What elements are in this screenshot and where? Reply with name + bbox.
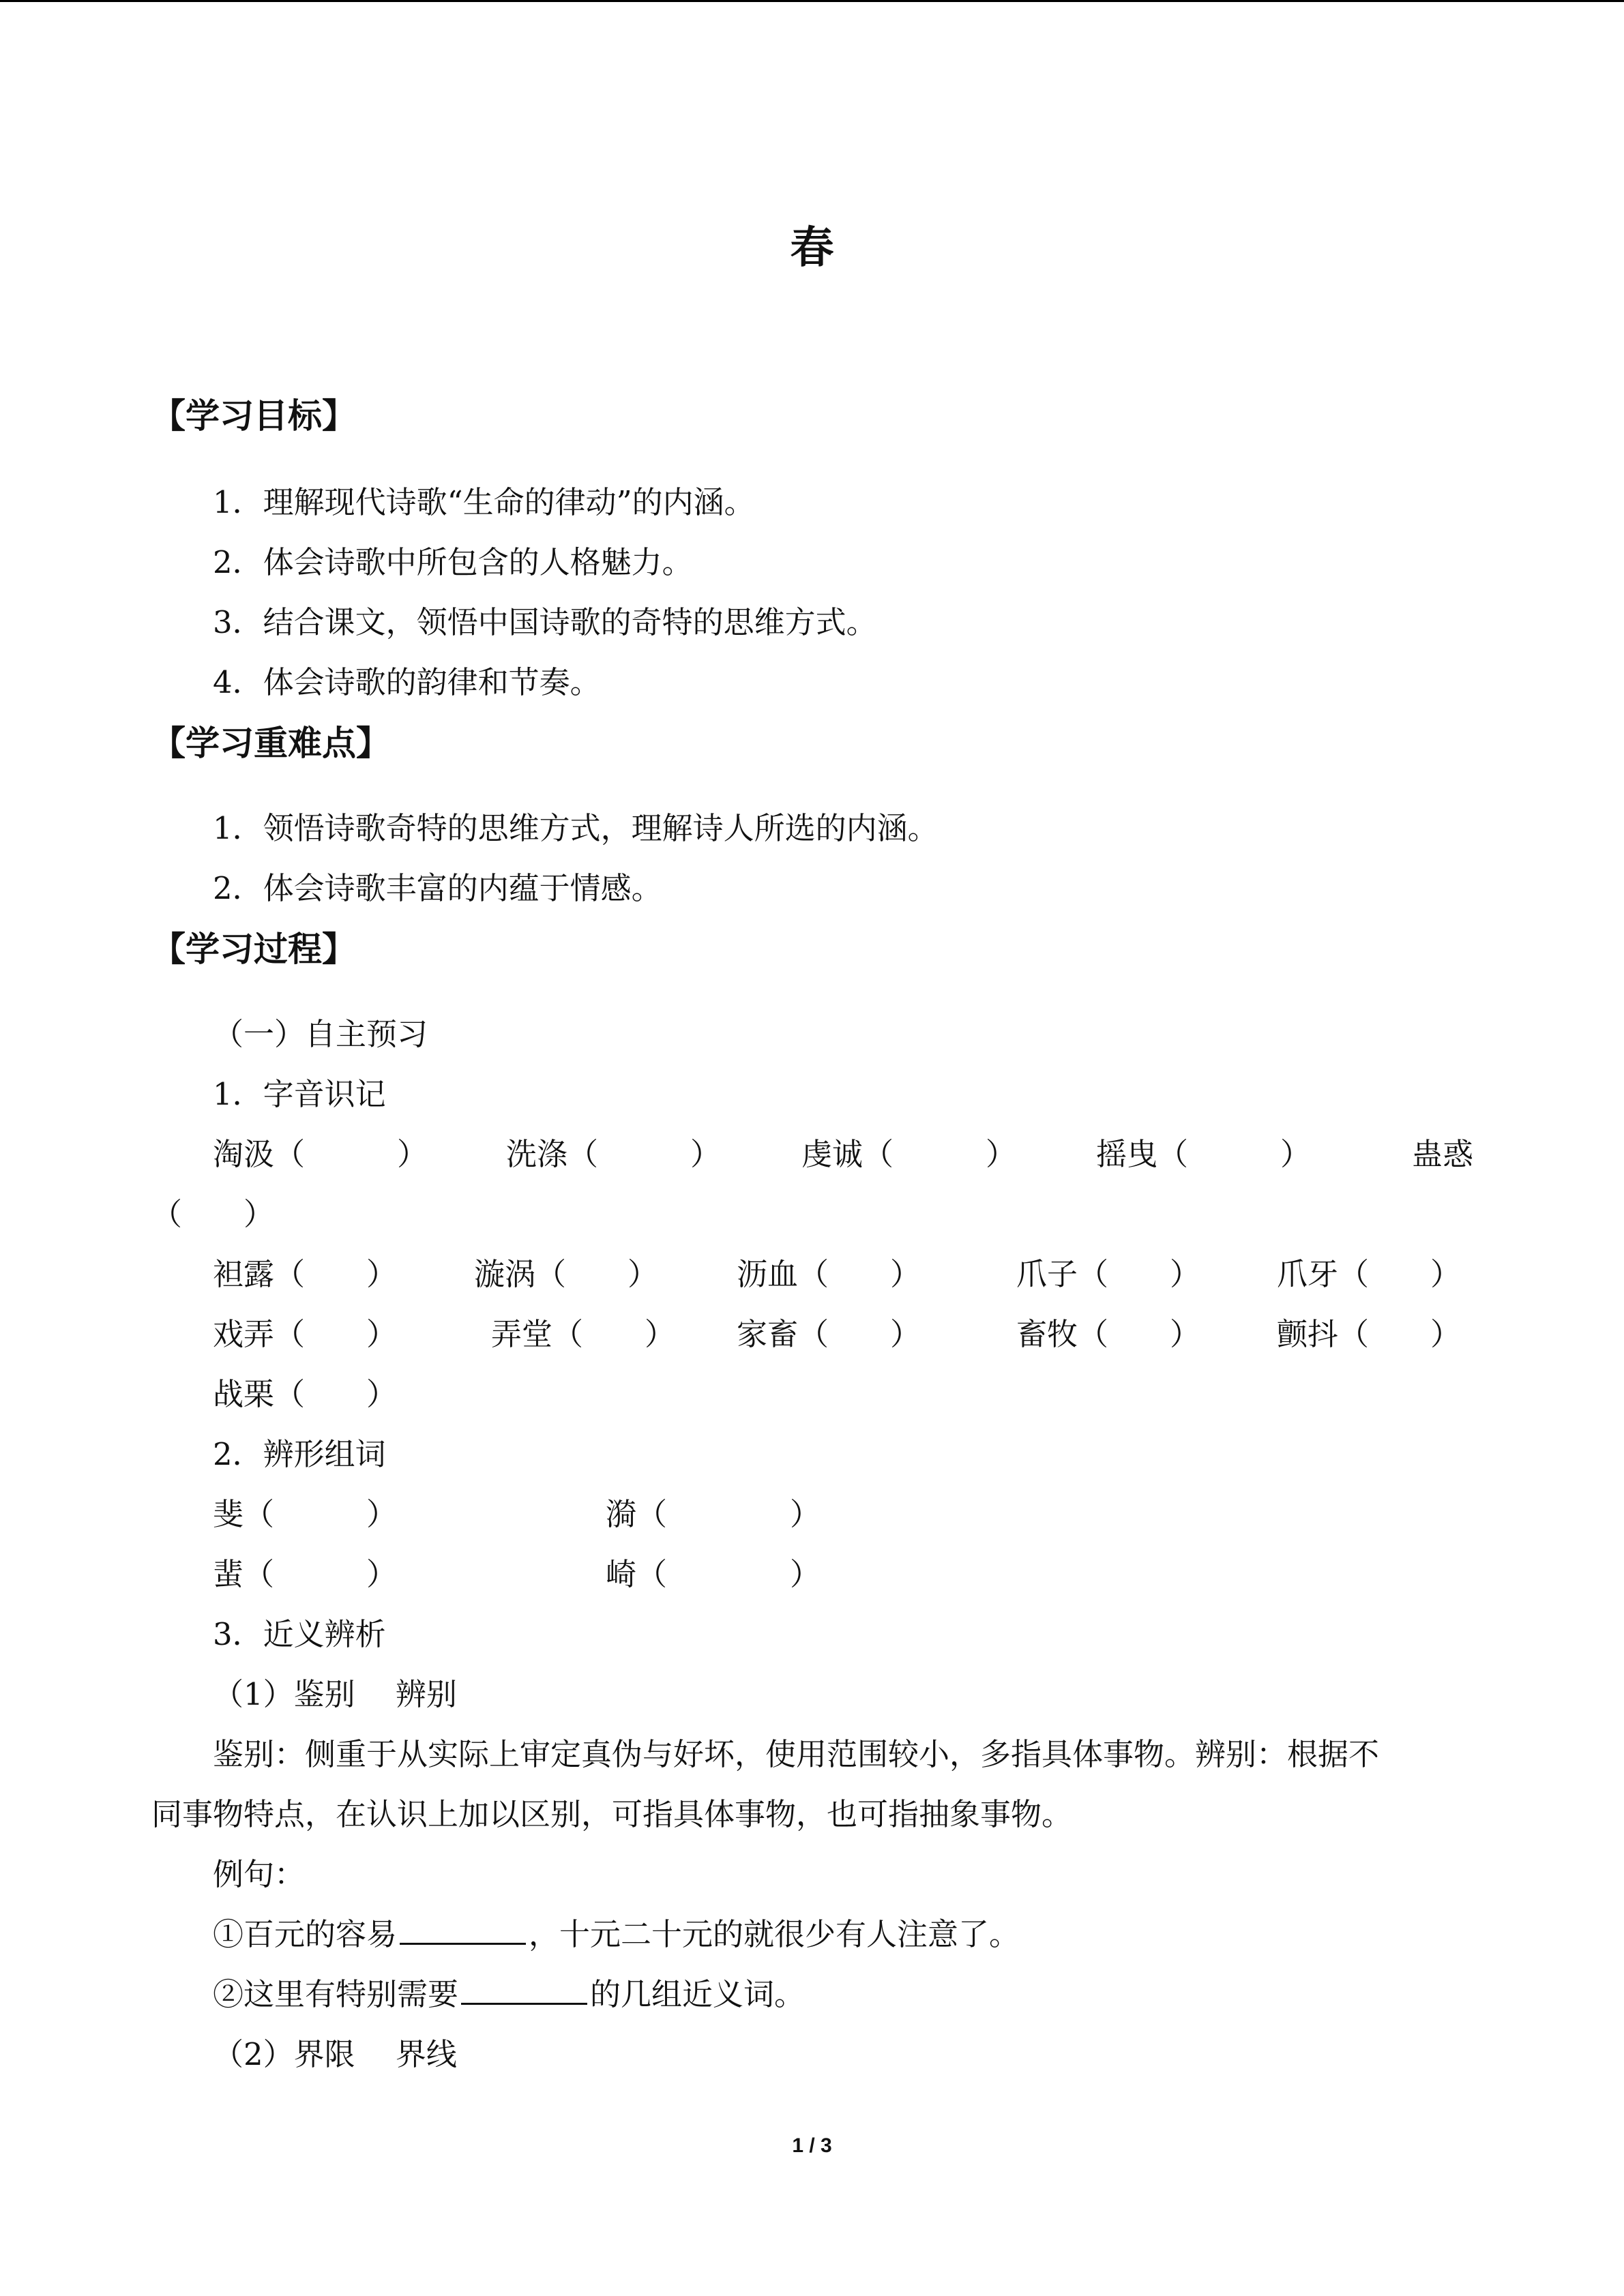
goal-item-2: 2．体会诗歌中所包含的人格魅力。 [213,544,693,580]
q1-row2-item-1: 袒露（ ） [213,1256,398,1292]
q1-row3-item-1: 戏弄（ ） [213,1316,398,1352]
key-point-item-2: 2．体会诗歌丰富的内蕴于情感。 [213,870,662,906]
q1-row3-item-3: 家畜（ ） [737,1316,921,1352]
q2-row2-item-2: 崎（ ） [606,1556,821,1592]
q1-row2-item-5: 爪牙（ ） [1277,1256,1462,1292]
key-point-item-1: 1．领悟诗歌奇特的思维方式，理解诗人所选的内涵。 [213,810,939,846]
q1-row1-item-3: 虔诚（ ） [801,1136,1017,1172]
page-title: 春 [790,222,834,273]
answer-blank-1[interactable] [400,1915,526,1945]
q3-example-2 [213,1969,805,2014]
q3-explain-line-2: 同事物特点，在认识上加以区别，可指具体事物，也可指抽象事物。 [151,1796,1073,1832]
goal-item-4: 4．体会诗歌的韵律和节奏。 [213,664,601,700]
section-heading-goals: 【学习目标】 [151,396,356,436]
page-number: 1 / 3 [792,2134,832,2157]
q2-row2-item-1: 蜚（ ） [213,1556,398,1592]
q1-row2-item-2: 漩涡（ ） [474,1256,659,1292]
q3-pair-1: （1）鉴别 辨别 [213,1676,457,1712]
goal-item-1: 1．理解现代诗歌“生命的律动”的内涵。 [213,484,755,520]
q1-row1-item-4: 摇曳（ ） [1096,1136,1312,1172]
q1-row3-item-4: 畜牧（ ） [1016,1316,1201,1352]
example-1-text-a: ①百元的容易 [213,1916,398,1952]
example-1-text-b: ，十元二十元的就很少有人注意了。 [529,1916,1020,1952]
page-top-border [0,0,1624,2]
answer-blank-2[interactable] [461,1976,587,2005]
example-2-text-a: ②这里有特别需要 [213,1976,459,2012]
subheading-self-study: （一）自主预习 [213,1016,428,1052]
q2-row1-item-1: 斐（ ） [213,1496,398,1532]
q1-row1-item-2: 洗涤（ ） [506,1136,722,1172]
q1-row1-wrap: （ ） [151,1196,275,1232]
goal-item-3: 3．结合课文，领悟中国诗歌的奇特的思维方式。 [213,604,877,640]
q1-row1-item-5: 蛊惑 [1412,1136,1474,1172]
q1-row2-item-3: 沥血（ ） [737,1256,921,1292]
q3-label: 3．近义辨析 [213,1616,386,1652]
section-heading-key-points: 【学习重难点】 [151,724,390,763]
example-2-text-b: 的几组近义词。 [590,1976,806,2012]
q1-row3-item-5: 颤抖（ ） [1277,1316,1462,1352]
q1-row1-item-1: 淘汲（ ） [213,1136,428,1172]
q3-pair-2: （2）界限 界线 [213,2036,457,2072]
q2-label: 2．辨形组词 [213,1436,386,1472]
q1-row4-item-1: 战栗（ ） [213,1376,398,1412]
q3-explain-line-1: 鉴别：侧重于从实际上审定真伪与好坏，使用范围较小，多指具体事物。辨别：根据不 [213,1736,1380,1772]
q3-example-1 [213,1909,1020,1954]
q3-example-label: 例句： [213,1856,306,1892]
section-heading-process: 【学习过程】 [151,929,356,969]
q1-row2-item-4: 爪子（ ） [1016,1256,1201,1292]
q1-row3-item-2: 弄堂（ ） [491,1316,676,1352]
q2-row1-item-2: 漪（ ） [606,1496,821,1532]
q1-label: 1．字音识记 [213,1076,386,1112]
